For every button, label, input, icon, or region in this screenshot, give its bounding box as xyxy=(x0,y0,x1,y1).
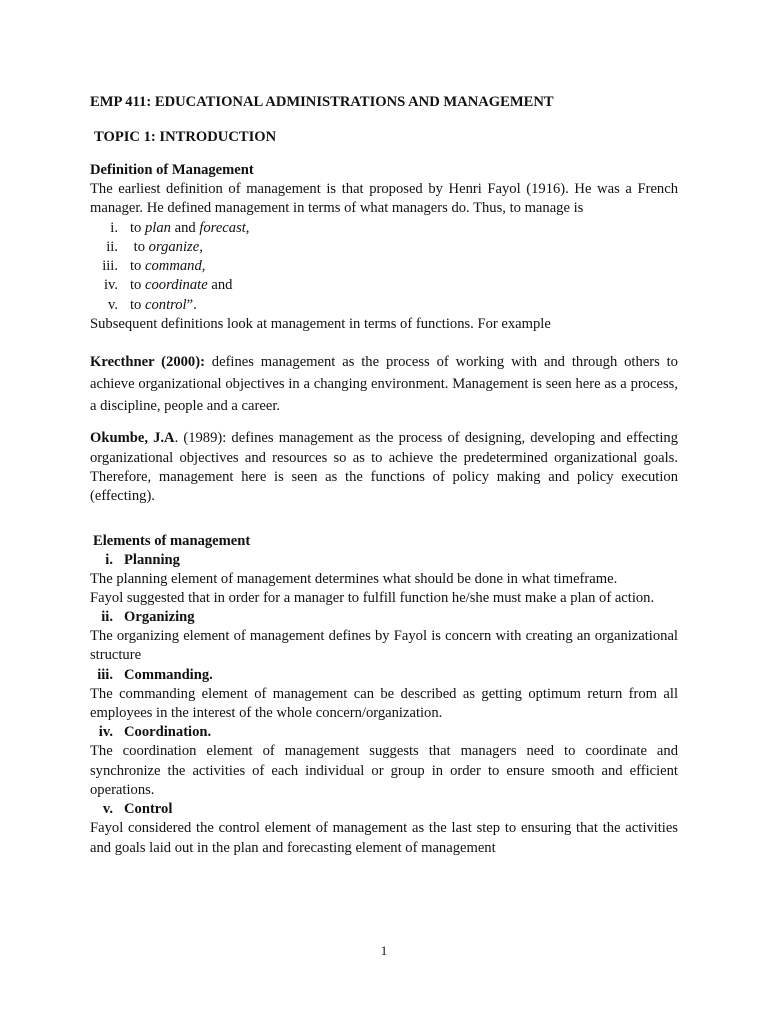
list-text: and xyxy=(170,219,200,236)
list-text: to xyxy=(130,258,145,275)
element-organizing xyxy=(90,608,678,666)
element-commanding xyxy=(90,666,678,724)
list-emphasis: plan xyxy=(145,219,171,236)
section-title: Organizing xyxy=(124,609,195,626)
section-title: Control xyxy=(124,801,173,818)
okumbe-paragraph xyxy=(90,429,678,506)
list-number: iv. xyxy=(103,277,118,294)
section-number: ii. xyxy=(101,609,113,626)
author-name: Okumbe, J.A xyxy=(90,430,175,447)
element-control xyxy=(90,800,678,858)
definition-heading: Definition of Management xyxy=(90,162,254,178)
list-item xyxy=(90,296,678,315)
list-text: to xyxy=(130,238,149,255)
list-number: i. xyxy=(110,219,118,236)
list-emphasis: command, xyxy=(145,258,206,275)
section-paragraph: Fayol suggested that in order for a manager to fulfill function he/she must make a plan of action. xyxy=(90,589,655,606)
element-planning xyxy=(90,551,678,609)
document-page xyxy=(90,90,678,858)
list-text: to xyxy=(130,277,145,294)
kreitner-paragraph xyxy=(90,351,678,417)
section-title: Commanding. xyxy=(124,666,213,683)
section-paragraph: The organizing element of management defines by Fayol is concern with creating an organizational structure xyxy=(90,628,678,664)
author-name: Krecthner (2000): xyxy=(90,354,205,371)
list-item xyxy=(90,276,678,295)
section-title: Planning xyxy=(124,551,180,568)
list-emphasis: coordinate xyxy=(145,277,208,294)
section-paragraph: The commanding element of management can be described as getting optimum return from all employees in the interest of the whole concern/organization. xyxy=(90,685,678,722)
document-title: EMP 411: EDUCATIONAL ADMINISTRATIONS AND MANAGEMENT xyxy=(90,94,554,110)
section-number: v. xyxy=(102,801,113,818)
topic-heading: TOPIC 1: INTRODUCTION xyxy=(94,129,277,145)
section-heading xyxy=(90,551,678,570)
subsequent-paragraph: Subsequent definitions look at management in terms of functions. For example xyxy=(90,316,551,333)
list-emphasis: organize, xyxy=(148,238,203,255)
list-item xyxy=(90,219,678,238)
fayol-functions-list xyxy=(90,219,678,315)
section-heading xyxy=(90,608,678,627)
list-number: ii. xyxy=(106,238,118,255)
definition-text: . (1989): defines management as the process of designing, developing and effecting organizational objectives and resources so as to achieve the predetermined organizational goals. Therefore, management here is seen as the functions of policy making and policy execution (effecting). xyxy=(90,430,678,505)
list-number: v. xyxy=(108,296,118,313)
page-number: 1 xyxy=(380,943,388,958)
list-item xyxy=(90,257,678,276)
list-text: to xyxy=(130,219,145,236)
section-number: iv. xyxy=(98,724,113,741)
list-emphasis: control xyxy=(145,296,187,313)
section-number: i. xyxy=(105,551,113,568)
section-heading xyxy=(90,666,678,685)
elements-heading: Elements of management xyxy=(93,532,251,549)
section-title: Coordination. xyxy=(124,724,212,741)
section-paragraph: Fayol considered the control element of management as the last step to ensuring that the activities and goals laid out in the plan and forecasting element of management xyxy=(90,820,678,856)
list-item xyxy=(90,238,678,257)
section-heading xyxy=(90,800,678,819)
list-text: ”. xyxy=(186,296,197,313)
section-number: iii. xyxy=(97,666,113,683)
list-text: to xyxy=(130,296,145,313)
section-paragraph: The coordination element of management suggests that managers need to coordinate and synchronize the activities of each individual or group in order to ensure smooth and efficient operations. xyxy=(90,743,678,798)
list-text: and xyxy=(207,277,233,294)
section-heading xyxy=(90,723,678,742)
intro-paragraph: The earliest definition of management is that proposed by Henri Fayol (1916). He was a French manager. He defined management in terms of what managers do. Thus, to manage is xyxy=(90,181,678,217)
section-paragraph: The planning element of management determines what should be done in what timeframe. xyxy=(90,570,618,587)
definition-text: defines management as the process of working with and through others to achieve organizational objectives in a changing environment. Management is seen here as a process, a discipline, people and a career. xyxy=(90,354,678,415)
element-coordination xyxy=(90,723,678,800)
list-emphasis: forecast, xyxy=(199,219,250,236)
list-number: iii. xyxy=(102,258,118,275)
